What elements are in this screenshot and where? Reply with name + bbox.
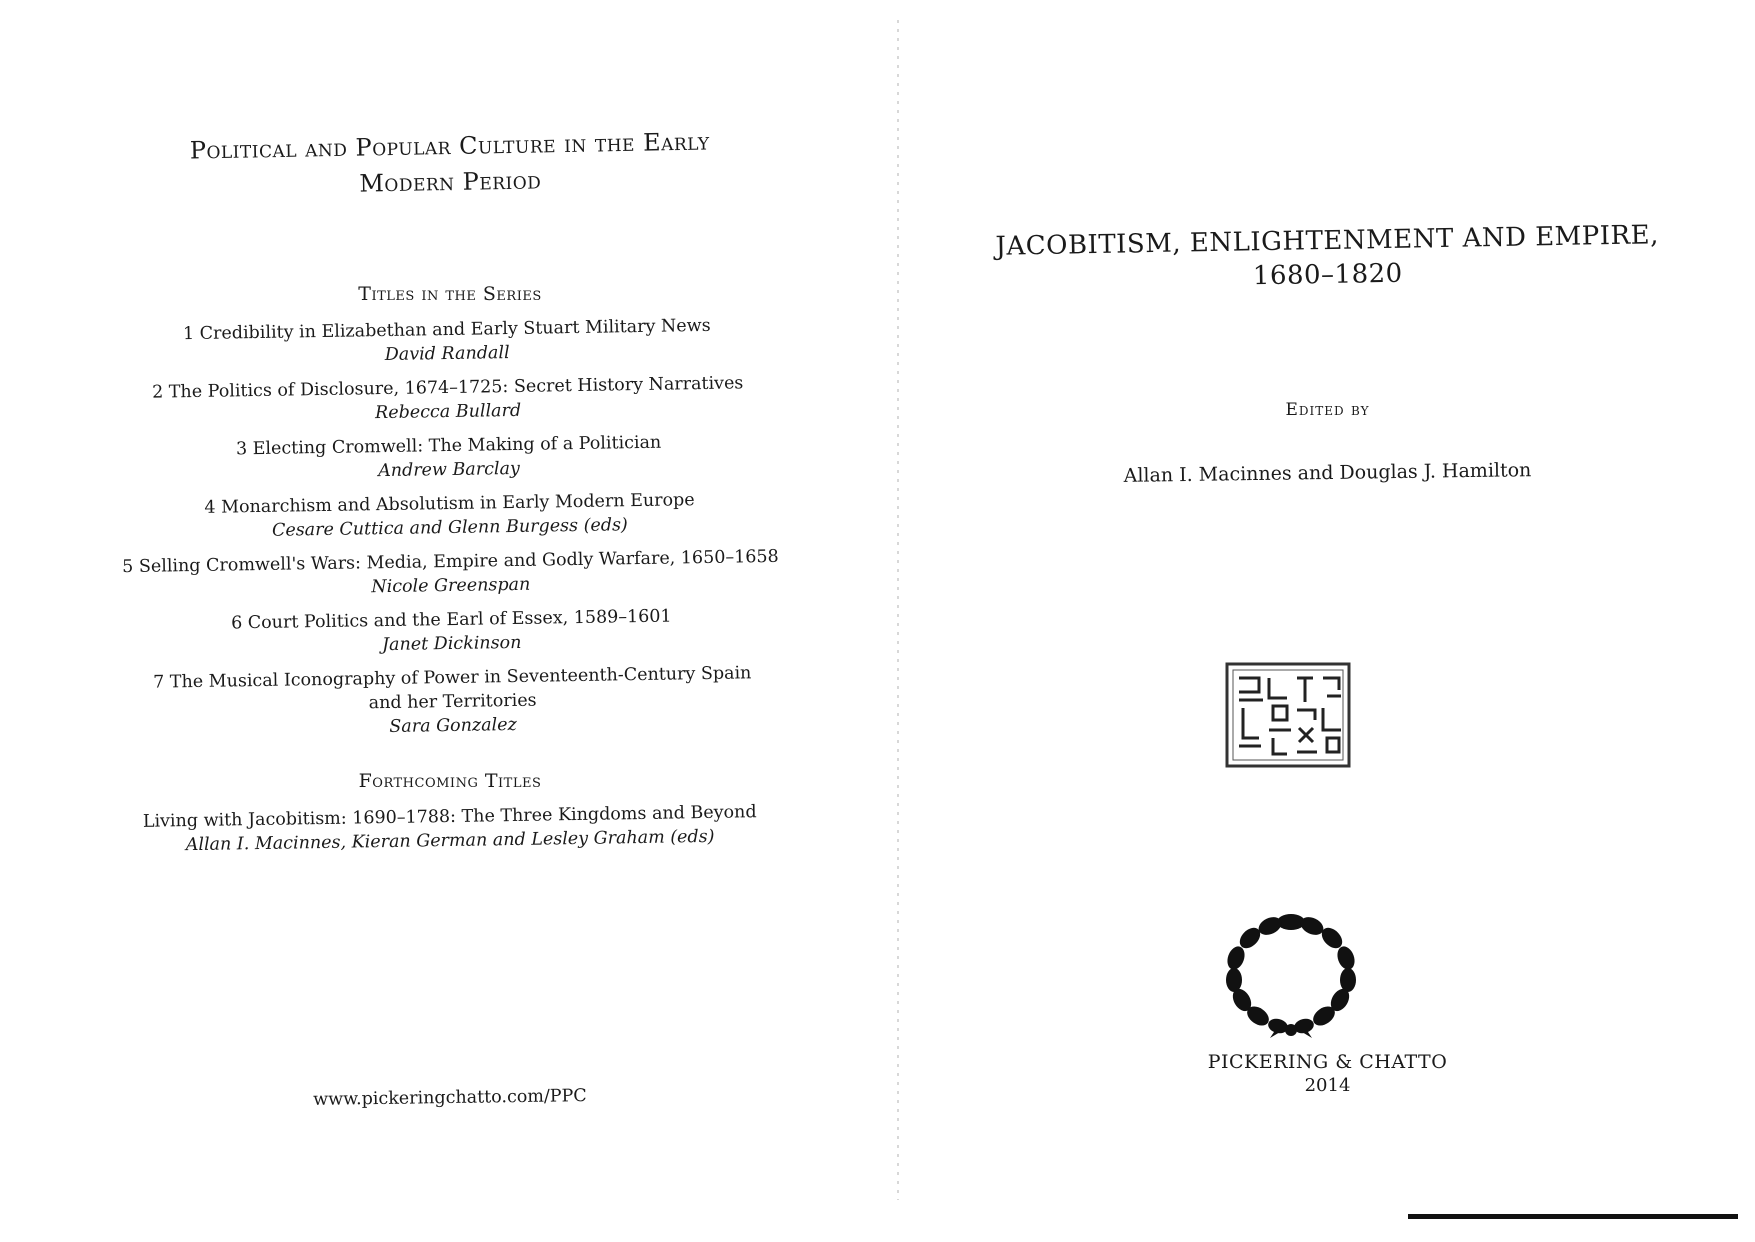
book-author: Sara Gonzalez xyxy=(389,714,517,737)
book-title: 4 Monarchism and Absolutism in Early Modern Europe xyxy=(204,490,695,518)
list-item xyxy=(0,427,899,489)
book-title: 3 Electing Cromwell: The Making of a Politician xyxy=(235,432,662,460)
series-titles-list xyxy=(0,311,903,755)
list-item xyxy=(1,601,902,663)
book-author: David Randall xyxy=(384,343,510,366)
publisher-name: PICKERING & CHATTO xyxy=(1207,1051,1448,1073)
right-page xyxy=(900,0,1755,1242)
list-item xyxy=(0,369,898,431)
book-title: 5 Selling Cromwell's Wars: Media, Empire and Godly Warfare, 1650–1658 xyxy=(122,546,779,578)
series-title-line-1: Political and Popular Culture in the Early xyxy=(189,127,710,165)
book-author: Janet Dickinson xyxy=(381,632,522,656)
titles-heading: Titles in the Series xyxy=(358,283,542,305)
scan-edge-line xyxy=(1408,1214,1738,1219)
book-title: 7 The Musical Iconography of Power in Seventeenth-Century Spain xyxy=(153,663,752,693)
editors: Allan I. Macinnes and Douglas J. Hamilton xyxy=(1123,459,1532,487)
list-item xyxy=(2,659,903,745)
list-item xyxy=(0,798,900,860)
forthcoming-heading: Forthcoming Titles xyxy=(358,770,542,792)
book-author: Andrew Barclay xyxy=(377,458,521,482)
list-item xyxy=(0,311,897,373)
list-item xyxy=(0,485,900,547)
publication-year: 2014 xyxy=(1304,1075,1351,1096)
list-item xyxy=(0,543,901,605)
laurel-wreath-logo-icon xyxy=(1222,912,1360,1038)
book-title-heading xyxy=(899,217,1755,300)
book-title: Living with Jacobitism: 1690–1788: The Three Kingdoms and Beyond xyxy=(142,802,757,832)
book-title-line-2: 1680–1820 xyxy=(1252,258,1403,292)
series-title-line-2: Modern Period xyxy=(359,166,542,198)
book-author: Rebecca Bullard xyxy=(374,400,522,424)
book-author: Cesare Cuttica and Glenn Burgess (eds) xyxy=(271,515,628,541)
book-title: 2 The Politics of Disclosure, 1674–1725: Secret History Narratives xyxy=(151,373,744,403)
edited-by-label: Edited by xyxy=(1285,400,1370,420)
library-seal-stamp-icon xyxy=(1223,660,1353,770)
book-author: Allan I. Macinnes, Kieran German and Lesley Graham (eds) xyxy=(185,826,715,856)
book-title-line-1: JACOBITISM, ENLIGHTENMENT AND EMPIRE, xyxy=(995,220,1660,262)
book-title: 6 Court Politics and the Earl of Essex, 1589–1601 xyxy=(230,606,672,634)
series-website: www.pickeringchatto.com/PPC xyxy=(313,1086,587,1110)
series-title xyxy=(0,120,901,208)
book-author: Nicole Greenspan xyxy=(371,574,531,598)
forthcoming-titles-list xyxy=(0,798,900,870)
book-title: 1 Credibility in Elizabethan and Early Stuart Military News xyxy=(182,315,711,345)
book-title-continued: and her Territories xyxy=(368,690,537,714)
